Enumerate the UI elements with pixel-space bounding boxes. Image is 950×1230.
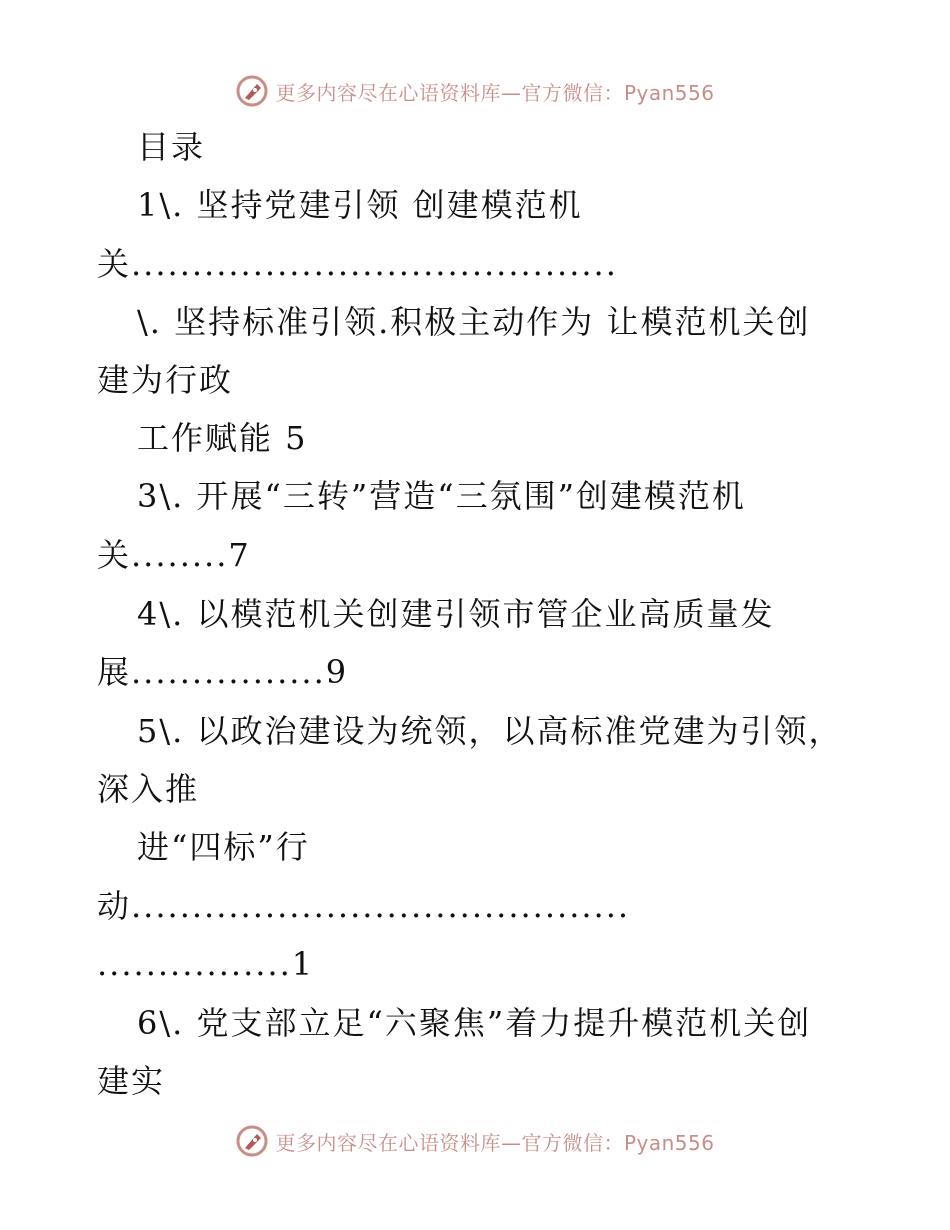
toc-line: 深入推 bbox=[97, 770, 200, 808]
toc-line: \. 坚持标准引领.积极主动作为 让模范机关创 bbox=[137, 303, 811, 341]
pen-nib-logo-icon bbox=[235, 1124, 269, 1158]
toc-line: 5\. 以政治建设为统领，以高标准党建为引领， bbox=[137, 712, 843, 750]
toc-line: 展................9 bbox=[97, 653, 349, 691]
toc-line: 建实 bbox=[97, 1062, 166, 1100]
toc-line: ................1 bbox=[97, 945, 315, 983]
toc-line: 3\. 开展“三转”营造“三氛围”创建模范机 bbox=[137, 477, 746, 515]
toc-line: 建为行政 bbox=[97, 361, 234, 399]
toc-line: 关........7 bbox=[97, 536, 251, 574]
toc-line: 6\. 党支部立足“六聚焦”着力提升模范机关创 bbox=[137, 1004, 812, 1042]
toc-line: 关........................................ bbox=[97, 245, 618, 283]
header-watermark bbox=[0, 71, 950, 111]
toc-line: 4\. 以模范机关创建引领市管企业高质量发 bbox=[137, 595, 775, 633]
footer-watermark bbox=[0, 1121, 950, 1161]
toc-line: 动......................................... bbox=[97, 887, 631, 925]
watermark-text: 更多内容尽在心语资料库—官方微信：Pyan556 bbox=[275, 1130, 715, 1155]
pen-nib-logo-icon bbox=[235, 74, 269, 108]
toc-line: 1\. 坚持党建引领 创建模范机 bbox=[137, 186, 583, 224]
toc-heading: 目录 bbox=[137, 128, 206, 166]
toc-line: 进“四标”行 bbox=[137, 828, 310, 866]
toc-line: 工作赋能 5 bbox=[137, 419, 308, 457]
watermark-text: 更多内容尽在心语资料库—官方微信：Pyan556 bbox=[275, 80, 715, 105]
